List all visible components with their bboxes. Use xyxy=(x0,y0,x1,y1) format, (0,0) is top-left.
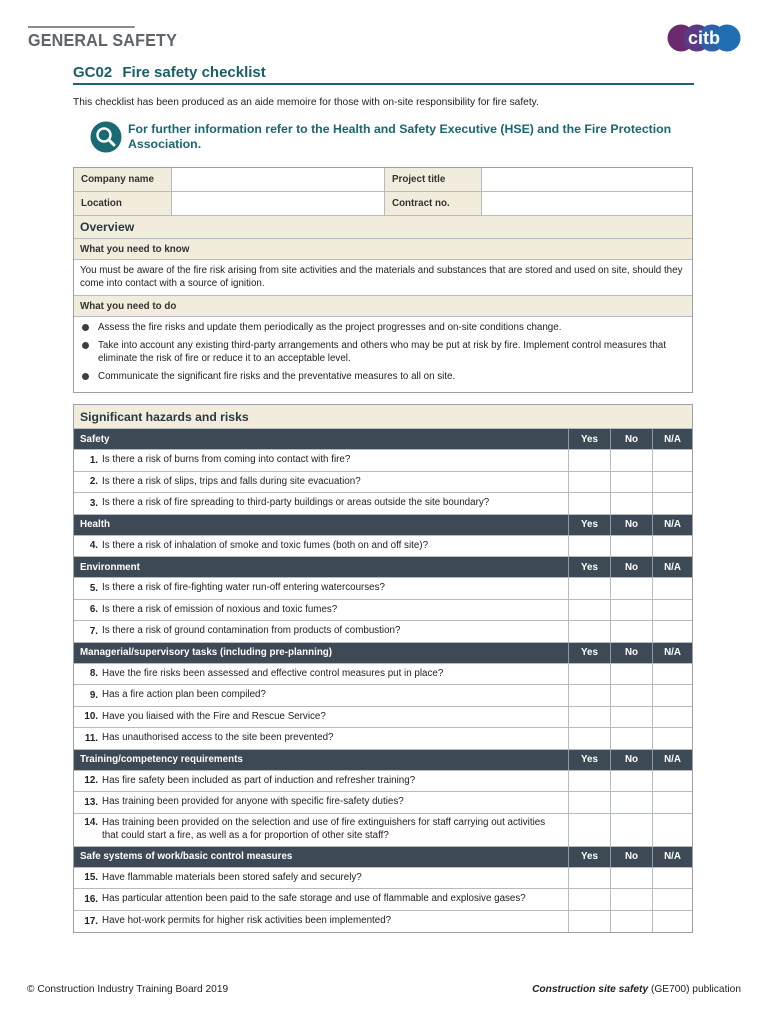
col-no-header: No xyxy=(611,643,653,663)
question-number: 8. xyxy=(89,668,98,680)
na-checkbox[interactable] xyxy=(653,536,692,557)
no-checkbox[interactable] xyxy=(611,600,653,621)
no-checkbox[interactable] xyxy=(611,493,653,514)
category-name: Training/competency requirements xyxy=(74,750,569,770)
no-checkbox[interactable] xyxy=(611,472,653,493)
col-na-header: N/A xyxy=(664,647,681,658)
na-checkbox[interactable] xyxy=(653,792,692,813)
yes-checkbox[interactable] xyxy=(569,771,611,792)
table-row xyxy=(74,472,692,494)
yes-checkbox[interactable] xyxy=(569,868,611,889)
category-name: Managerial/supervisory tasks (including pre-planning) xyxy=(74,643,569,663)
location-label: Location xyxy=(74,192,172,215)
overview-panel xyxy=(73,167,693,393)
table-row xyxy=(74,450,692,472)
question-number: 10. xyxy=(84,711,98,723)
question-text: Has particular attention been paid to the safe storage and use of flammable and explosive gases? xyxy=(102,893,526,904)
no-checkbox[interactable] xyxy=(611,868,653,889)
category-name: Safety xyxy=(74,429,569,449)
col-yes-header: Yes xyxy=(569,515,611,535)
no-checkbox[interactable] xyxy=(611,707,653,728)
company-name-field[interactable] xyxy=(172,168,385,191)
col-yes-header: Yes xyxy=(569,750,611,770)
company-name-label: Company name xyxy=(74,168,172,191)
col-no-header: No xyxy=(611,515,653,535)
brand-heading: GENERAL SAFETY xyxy=(28,26,135,51)
na-checkbox[interactable] xyxy=(653,707,692,728)
no-checkbox[interactable] xyxy=(611,771,653,792)
no-checkbox[interactable] xyxy=(611,578,653,599)
category-header-managerial xyxy=(74,643,692,664)
question-text: Is there a risk of emission of noxious and toxic fumes? xyxy=(102,603,338,615)
need-to-know-text: You must be aware of the fire risk arising from site activities and the materials and substances that are stored and used on site, should they come into contact with a source of ignition. xyxy=(80,265,683,289)
table-row xyxy=(74,728,692,750)
question-text: Has fire safety been included as part of induction and refresher training? xyxy=(102,774,416,786)
table-row xyxy=(74,889,692,911)
question-text: Is there a risk of inhalation of smoke and toxic fumes (both on and off site)? xyxy=(102,539,429,551)
yes-checkbox[interactable] xyxy=(569,707,611,728)
question-text: Is there a risk of burns from coming into contact with fire? xyxy=(102,454,351,465)
category-name: Safe systems of work/basic control measures xyxy=(74,847,569,867)
question-text: Is there a risk of fire-fighting water run-off entering watercourses? xyxy=(102,582,385,593)
question-number: 1. xyxy=(89,454,98,466)
no-checkbox[interactable] xyxy=(611,792,653,813)
yes-checkbox[interactable] xyxy=(569,911,611,933)
yes-checkbox[interactable] xyxy=(569,600,611,621)
question-text: Have you liaised with the Fire and Rescue Service? xyxy=(102,710,326,722)
table-row xyxy=(74,685,692,707)
contract-no-label: Contract no. xyxy=(385,192,482,215)
yes-checkbox[interactable] xyxy=(569,685,611,706)
project-title-field[interactable] xyxy=(482,168,692,191)
na-checkbox[interactable] xyxy=(653,600,692,621)
na-checkbox[interactable] xyxy=(653,911,692,933)
category-header-training xyxy=(74,750,692,771)
question-text: Is there a risk of slips, trips and falls during site evacuation? xyxy=(102,475,361,487)
col-no-header: No xyxy=(611,847,653,867)
question-number: 5. xyxy=(89,582,98,594)
table-row xyxy=(74,792,692,814)
na-checkbox[interactable] xyxy=(653,621,692,642)
yes-checkbox[interactable] xyxy=(569,450,611,471)
yes-checkbox[interactable] xyxy=(569,472,611,493)
publication-suffix: (GE700) publication xyxy=(648,984,741,995)
na-checkbox[interactable] xyxy=(653,728,692,749)
no-checkbox[interactable] xyxy=(611,814,653,846)
question-number: 6. xyxy=(89,604,98,616)
na-checkbox[interactable] xyxy=(653,868,692,889)
question-number: 16. xyxy=(84,893,98,905)
category-header-health xyxy=(74,515,692,536)
col-yes-header: Yes xyxy=(569,847,611,867)
col-yes-header: Yes xyxy=(569,429,611,449)
table-row xyxy=(74,771,692,793)
hazards-title-row xyxy=(74,405,692,429)
magnifier-icon xyxy=(90,121,122,153)
no-checkbox[interactable] xyxy=(611,536,653,557)
need-to-do-title: What you need to do xyxy=(80,300,177,312)
yes-checkbox[interactable] xyxy=(569,728,611,749)
category-header-environment xyxy=(74,557,692,578)
col-no-header: No xyxy=(611,557,653,577)
yes-checkbox[interactable] xyxy=(569,814,611,846)
na-checkbox[interactable] xyxy=(653,814,692,846)
further-info-text: For further information refer to the Health and Safety Executive (HSE) and the Fire Protection Association. xyxy=(128,122,672,151)
question-number: 15. xyxy=(84,872,98,884)
document-title-text: Fire safety checklist xyxy=(122,64,266,81)
no-checkbox[interactable] xyxy=(611,685,653,706)
table-row xyxy=(74,578,692,600)
question-text: Is there a risk of fire spreading to third-party buildings or areas outside the site boundary? xyxy=(102,497,490,508)
col-yes-header: Yes xyxy=(569,643,611,663)
no-checkbox[interactable] xyxy=(611,450,653,471)
no-checkbox[interactable] xyxy=(611,911,653,933)
na-checkbox[interactable] xyxy=(653,664,692,685)
overview-title: Overview xyxy=(80,220,135,234)
yes-checkbox[interactable] xyxy=(569,792,611,813)
table-row xyxy=(74,493,692,515)
svg-text:citb: citb xyxy=(687,28,721,48)
yes-checkbox[interactable] xyxy=(569,621,611,642)
contract-no-field[interactable] xyxy=(482,192,692,215)
na-checkbox[interactable] xyxy=(653,889,692,910)
question-text: Has training been provided on the selection and use of fire extinguishers for staff carrying out activities that could start a fire, as well as a for proportion of other site staff? xyxy=(102,817,546,841)
na-checkbox[interactable] xyxy=(653,493,692,514)
need-to-know-title: What you need to know xyxy=(80,243,190,255)
table-row xyxy=(74,664,692,686)
yes-checkbox[interactable] xyxy=(569,578,611,599)
question-text: Has a fire action plan been compiled? xyxy=(102,689,266,700)
hazards-table xyxy=(73,404,693,933)
hazards-title: Significant hazards and risks xyxy=(80,409,249,424)
col-no-header: No xyxy=(611,429,653,449)
publication-title: Construction site safety xyxy=(532,984,649,995)
table-row xyxy=(74,814,692,847)
question-number: 3. xyxy=(89,497,98,509)
yes-checkbox[interactable] xyxy=(569,889,611,910)
col-na-header: N/A xyxy=(664,519,681,530)
question-number: 11. xyxy=(84,732,98,744)
table-row xyxy=(74,621,692,643)
na-checkbox[interactable] xyxy=(653,450,692,471)
question-text: Is there a risk of ground contamination from products of combustion? xyxy=(102,625,401,636)
question-number: 4. xyxy=(89,540,98,552)
na-checkbox[interactable] xyxy=(653,472,692,493)
location-field[interactable] xyxy=(172,192,385,215)
table-row xyxy=(74,868,692,890)
publication-note xyxy=(532,984,741,995)
na-checkbox[interactable] xyxy=(653,578,692,599)
question-number: 7. xyxy=(89,625,98,637)
no-checkbox[interactable] xyxy=(611,621,653,642)
document-code: GC02 xyxy=(73,64,113,81)
table-row xyxy=(74,707,692,729)
question-text: Have hot-work permits for higher risk activities been implemented? xyxy=(102,915,392,926)
yes-checkbox[interactable] xyxy=(569,493,611,514)
document-title xyxy=(73,64,694,85)
intro-text: This checklist has been produced as an aide memoire for those with on-site responsibility for fire safety. xyxy=(73,97,539,108)
question-number: 12. xyxy=(84,775,98,787)
col-na-header: N/A xyxy=(664,433,681,445)
question-text: Has training been provided for anyone with specific fire-safety duties? xyxy=(102,796,404,807)
table-row xyxy=(74,536,692,558)
no-checkbox[interactable] xyxy=(611,664,653,685)
category-name: Health xyxy=(74,515,569,535)
question-number: 9. xyxy=(89,689,98,701)
question-text: Have flammable materials been stored safely and securely? xyxy=(102,871,362,883)
category-header-safe-systems xyxy=(74,847,692,868)
question-number: 13. xyxy=(84,796,98,808)
list-item: Take into account any existing third-party arrangements and others who may be put at risk by fire. Implement control measures that eliminate the risk of fire or reduce it to an acceptable level. xyxy=(80,339,686,365)
question-text: Have the fire risks been assessed and effective control measures put in place? xyxy=(102,667,444,679)
category-name: Environment xyxy=(74,557,569,577)
table-row xyxy=(74,600,692,622)
no-checkbox[interactable] xyxy=(611,889,653,910)
question-number: 2. xyxy=(89,476,98,488)
question-number: 17. xyxy=(84,915,98,927)
question-number: 14. xyxy=(84,816,98,828)
na-checkbox[interactable] xyxy=(653,685,692,706)
col-no-header: No xyxy=(611,750,653,770)
col-na-header: N/A xyxy=(664,561,681,573)
project-title-label: Project title xyxy=(385,168,482,191)
list-item: Assess the fire risks and update them periodically as the project progresses and on-site conditions change. xyxy=(80,321,686,334)
yes-checkbox[interactable] xyxy=(569,664,611,685)
no-checkbox[interactable] xyxy=(611,728,653,749)
col-na-header: N/A xyxy=(664,754,681,765)
list-item: Communicate the significant fire risks and the preventative measures to all on site. xyxy=(80,370,686,383)
category-header-safety xyxy=(74,429,692,450)
col-yes-header: Yes xyxy=(569,557,611,577)
table-row xyxy=(74,911,692,933)
na-checkbox[interactable] xyxy=(653,771,692,792)
col-na-header: N/A xyxy=(664,851,681,862)
question-text: Has unauthorised access to the site been prevented? xyxy=(102,732,334,743)
need-to-do-list xyxy=(74,317,692,390)
yes-checkbox[interactable] xyxy=(569,536,611,557)
copyright-text: © Construction Industry Training Board 2019 xyxy=(27,984,229,995)
citb-logo xyxy=(667,24,741,52)
